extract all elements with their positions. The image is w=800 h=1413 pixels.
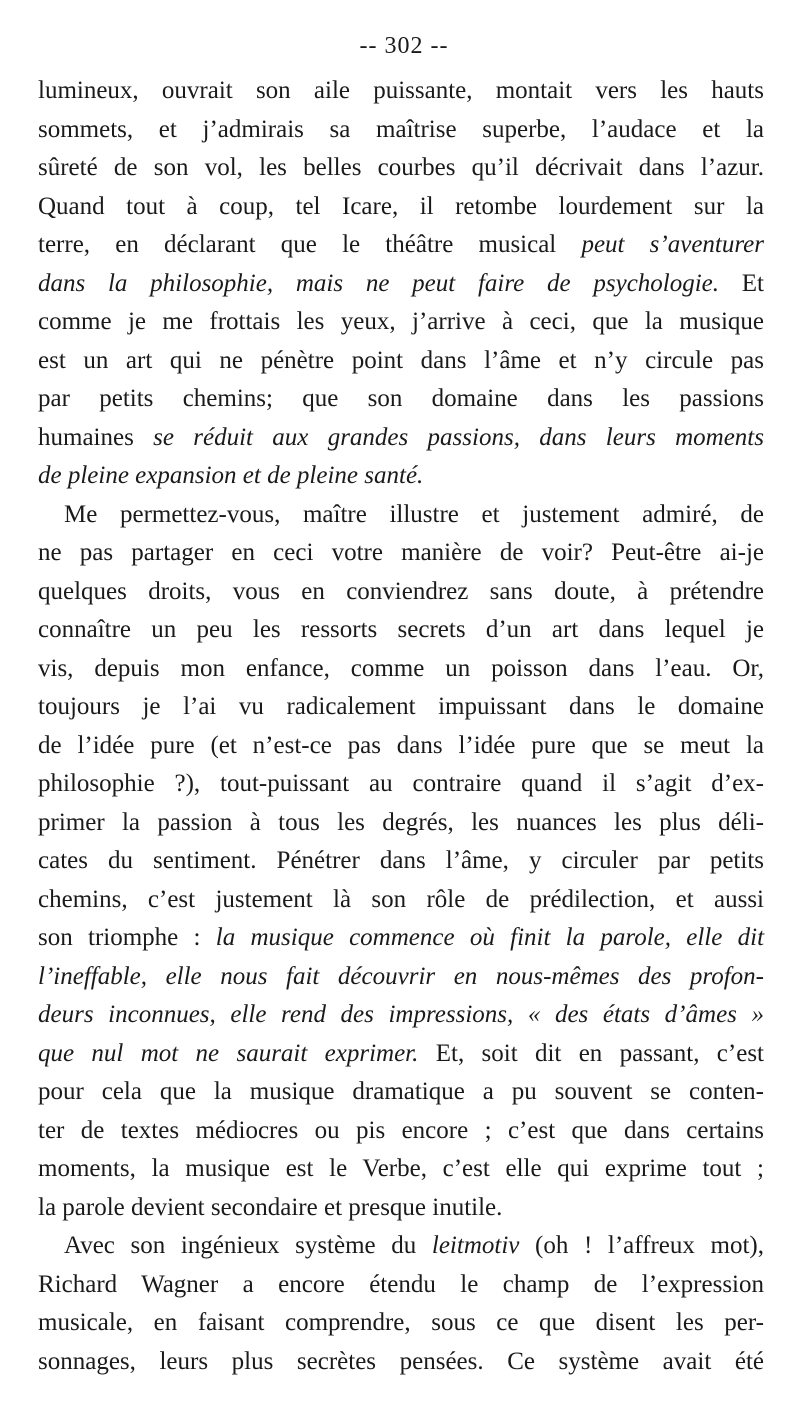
text-line — [38, 149, 764, 188]
page-number: -- 302 -- — [359, 33, 449, 59]
text-line — [38, 342, 764, 381]
italic-text: se réduit aux grandes passions, dans leurs moments — [153, 423, 764, 451]
text-line — [38, 1227, 764, 1266]
text-line — [38, 804, 764, 843]
text-run: ter de textes médiocres ou pis encore ; c’est que dans certains — [38, 1116, 764, 1144]
text-line — [38, 380, 764, 419]
text-line — [38, 1112, 764, 1151]
text-line — [38, 727, 764, 766]
italic-text: la musique commence où finit la parole, elle dit — [215, 924, 765, 951]
text-run: moments, la musique est le Verbe, c’est elle qui exprime tout ; — [38, 1155, 764, 1182]
text-line — [38, 1304, 764, 1343]
text-line — [38, 611, 764, 650]
text-line — [38, 881, 764, 920]
text-line — [38, 996, 764, 1035]
text-line — [38, 457, 764, 496]
italic-text: de pleine expansion et de pleine santé. — [38, 462, 424, 489]
text-line — [38, 1266, 764, 1305]
italic-text: l’ineffable, elle nous fait découvrir en nous-mêmes des profon- — [38, 962, 764, 990]
text-line — [38, 650, 764, 689]
text-line — [38, 188, 764, 227]
text-run: ne pas partager en ceci votre manière de voir? Peut-être ai-je — [38, 539, 764, 566]
text-run: sûreté de son vol, les belles courbes qu’il décrivait dans l’azur. — [38, 154, 764, 181]
italic-text: leitmotiv — [431, 1232, 520, 1259]
text-run: pour cela que la musique dramatique a pu souvent se conten- — [38, 1078, 764, 1105]
text-run: musicale, en faisant comprendre, sous ce que disent les per- — [38, 1309, 764, 1336]
text-line — [38, 1073, 764, 1112]
text-run: la parole devient secondaire et presque inutile. — [38, 1193, 503, 1221]
text-run: terre, en déclarant que le théâtre musical — [38, 231, 582, 258]
text-run: Me permettez-vous, maître illustre et justement admiré, de — [64, 500, 764, 528]
text-run: humaines — [38, 423, 154, 451]
text-line — [38, 1343, 764, 1382]
text-line — [38, 419, 764, 458]
text-run: Avec son ingénieux système du — [64, 1232, 432, 1259]
text-line — [38, 842, 764, 881]
text-line — [38, 265, 764, 304]
text-run: chemins, c’est justement là son rôle de prédilection, et aussi — [38, 885, 764, 913]
text-run: connaître un peu les ressorts secrets d’un art dans lequel je — [38, 616, 764, 643]
text-run: son triomphe : — [38, 924, 216, 951]
text-line — [38, 958, 764, 997]
text-run: sonnages, leurs plus secrètes pensées. Ce système avait été — [38, 1347, 764, 1375]
text-line — [38, 534, 764, 573]
italic-text: que nul mot ne saurait exprimer. — [38, 1039, 419, 1067]
text-run: (oh ! l’affreux mot), — [519, 1232, 764, 1259]
text-run: Richard Wagner a encore étendu le champ de l’expression — [38, 1270, 764, 1298]
text-run: vis, depuis mon enfance, comme un poisson dans l’eau. Or, — [38, 654, 764, 682]
text-line — [38, 1189, 764, 1228]
text-run: de l’idée pure (et n’est-ce pas dans l’idée pure que se meut la — [38, 731, 764, 759]
text-line — [38, 573, 764, 612]
text-line — [38, 72, 764, 111]
text-line — [38, 303, 764, 342]
text-run: Quand tout à coup, tel Icare, il retombe lourdement sur la — [38, 192, 764, 220]
text-line — [38, 496, 764, 535]
text-run: comme je me frottais les yeux, j’arrive à ceci, que la musique — [38, 308, 764, 335]
text-run: est un art qui ne pénètre point dans l’âme et n’y circule pas — [38, 346, 764, 374]
text-run: toujours je l’ai vu radicalement impuissant dans le domaine — [38, 693, 764, 720]
text-run: primer la passion à tous les degrés, les nuances les plus déli- — [38, 808, 764, 836]
text-run: lumineux, ouvrait son aile puissante, montait vers les hauts — [38, 77, 764, 104]
text-run: Et, soit dit en passant, c’est — [418, 1039, 764, 1067]
text-line — [38, 765, 764, 804]
text-line — [38, 1035, 764, 1074]
text-line — [38, 111, 764, 150]
text-run: quelques droits, vous en conviendrez sans doute, à prétendre — [38, 577, 764, 605]
text-run: par petits chemins; que son domaine dans les passions — [38, 385, 764, 412]
italic-text: peut s’aventurer — [581, 231, 764, 258]
text-run: cates du sentiment. Pénétrer dans l’âme, y circuler par petits — [38, 847, 764, 874]
text-line — [38, 919, 764, 958]
text-line — [38, 688, 764, 727]
text-run: Et — [719, 269, 765, 297]
italic-text: deurs inconnues, elle rend des impressions, « des états d’âmes » — [38, 1001, 764, 1028]
text-line — [38, 226, 764, 265]
text-line — [38, 1150, 764, 1189]
text-run: sommets, et j’admirais sa maîtrise superbe, l’audace et la — [38, 115, 764, 143]
italic-text: dans la philosophie, mais ne peut faire de psychologie. — [38, 269, 720, 297]
body-text — [38, 72, 764, 1381]
text-run: philosophie ?), tout-puissant au contraire quand il s’agit d’ex- — [38, 770, 764, 797]
